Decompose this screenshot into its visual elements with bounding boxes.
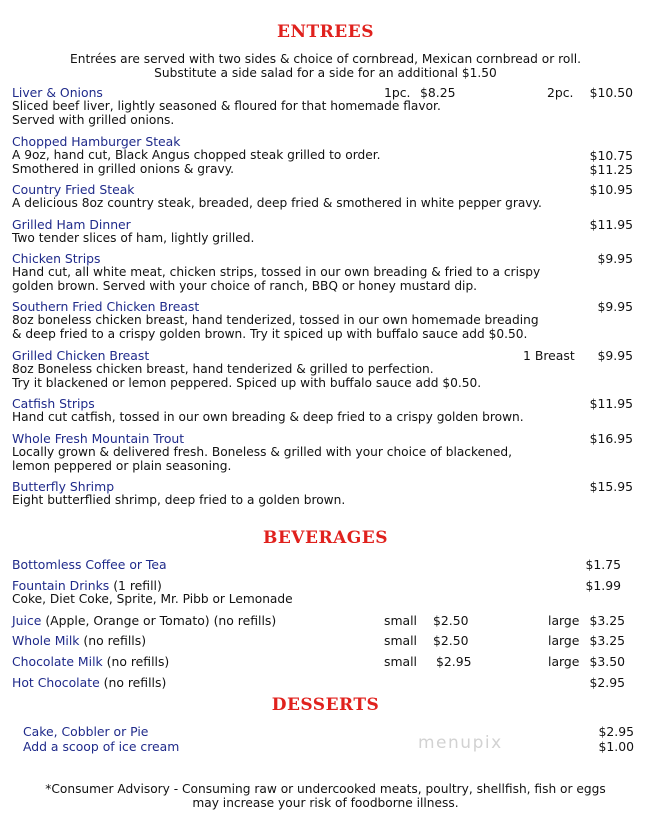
entree-price-grilled-chicken-breast: $9.95	[597, 348, 633, 363]
consumer-advisory	[0, 782, 651, 810]
beverage-hot-chocolate-note: (no refills)	[103, 675, 167, 690]
desc-line: Smothered in grilled onions & gravy.	[12, 162, 235, 176]
entrees-intro-line-2: Substitute a side salad for a side for an additional $1.50	[154, 66, 497, 80]
entree-liver-1pc-label: 1pc.	[384, 85, 411, 100]
entree-name-chopped-hamburger-steak: Chopped Hamburger Steak	[12, 134, 181, 149]
beverage-chocolate-milk-label: Chocolate Milk	[12, 654, 103, 669]
entrees-intro-line-1: Entrées are served with two sides & choice of cornbread, Mexican cornbread or roll.	[70, 52, 581, 66]
desc-line: & deep fried to a crispy golden brown. Try it spiced up with buffalo sauce add $0.50.	[12, 327, 528, 341]
beverage-juice-label: Juice	[12, 613, 42, 628]
entree-price-butterfly-shrimp: $15.95	[589, 479, 633, 494]
beverage-juice-note: (Apple, Orange or Tomato) (no refills)	[45, 613, 277, 628]
entree-desc-grilled-ham-dinner: Two tender slices of ham, lightly grilled.	[12, 231, 255, 245]
beverage-whole-milk-large-label: large	[548, 633, 580, 648]
entree-grilled-chicken-option: 1 Breast	[523, 348, 575, 363]
entree-desc-liver-onions	[12, 99, 441, 127]
beverage-price-fountain-drinks: $1.99	[585, 578, 621, 593]
desc-line: Served with grilled onions.	[12, 113, 175, 127]
entree-desc-chopped-hamburger-steak	[12, 148, 381, 176]
entree-price-chopped-hamburger-steak: $10.75	[589, 148, 633, 163]
entree-price-southern-fried-chicken-breast: $9.95	[597, 299, 633, 314]
dessert-price-ice-cream: $1.00	[598, 739, 634, 754]
entree-price-country-fried-steak: $10.95	[589, 182, 633, 197]
entree-desc-country-fried-steak: A delicious 8oz country steak, breaded, deep fried & smothered in white pepper gravy.	[12, 196, 542, 210]
entree-name-southern-fried-chicken-breast: Southern Fried Chicken Breast	[12, 299, 200, 314]
desc-line: Try it blackened or lemon peppered. Spiced up with buffalo sauce add $0.50.	[12, 376, 482, 390]
entree-desc-chicken-strips	[12, 265, 540, 293]
entree-name-chicken-strips: Chicken Strips	[12, 251, 101, 266]
beverage-chocolate-milk-large-price: $3.50	[589, 654, 625, 669]
entree-desc-mountain-trout	[12, 445, 512, 473]
beverage-name-chocolate-milk	[12, 654, 169, 669]
desc-line: golden brown. Served with your choice of ranch, BBQ or honey mustard dip.	[12, 279, 478, 293]
dessert-name-ice-cream: Add a scoop of ice cream	[23, 739, 180, 754]
desc-line: Locally grown & delivered fresh. Boneless & grilled with your choice of blackened,	[12, 445, 512, 459]
entree-price-mountain-trout: $16.95	[589, 431, 633, 446]
entree-desc-catfish-strips: Hand cut catfish, tossed in our own breading & deep fried to a crispy golden brown.	[12, 410, 524, 424]
beverage-chocolate-milk-note: (no refills)	[106, 654, 170, 669]
desserts-heading: DESSERTS	[271, 695, 380, 715]
entree-price-catfish-strips: $11.95	[589, 396, 633, 411]
desc-line: 8oz Boneless chicken breast, hand tenderized & grilled to perfection.	[12, 362, 434, 376]
entree-liver-1pc-price: $8.25	[420, 85, 456, 100]
beverage-hot-chocolate-label: Hot Chocolate	[12, 675, 100, 690]
beverage-name-juice	[12, 613, 276, 628]
beverage-whole-milk-note: (no refills)	[83, 633, 147, 648]
entrees-intro	[0, 52, 651, 80]
menupix-watermark: menupix	[418, 733, 503, 753]
entree-desc-grilled-chicken-breast	[12, 362, 481, 390]
beverage-fountain-label: Fountain Drinks	[12, 578, 110, 593]
entree-name-liver-onions: Liver & Onions	[12, 85, 103, 100]
beverage-desc-fountain-drinks: Coke, Diet Coke, Sprite, Mr. Pibb or Lemonade	[12, 592, 293, 606]
beverage-price-hot-chocolate: $2.95	[589, 675, 625, 690]
desc-line: lemon peppered or plain seasoning.	[12, 459, 232, 473]
entree-name-grilled-ham-dinner: Grilled Ham Dinner	[12, 217, 131, 232]
beverages-heading: BEVERAGES	[262, 528, 389, 548]
entree-name-catfish-strips: Catfish Strips	[12, 396, 95, 411]
entree-desc-butterfly-shrimp: Eight butterflied shrimp, deep fried to a golden brown.	[12, 493, 346, 507]
beverage-fountain-note: (1 refill)	[113, 578, 162, 593]
desc-line: Sliced beef liver, lightly seasoned & floured for that homemade flavor.	[12, 99, 441, 113]
beverage-juice-large-price: $3.25	[589, 613, 625, 628]
beverage-whole-milk-small-price: $2.50	[433, 633, 469, 648]
desc-line: 8oz boneless chicken breast, hand tenderized, tossed in our own homemade breading	[12, 313, 539, 327]
beverage-whole-milk-large-price: $3.25	[589, 633, 625, 648]
beverage-whole-milk-label: Whole Milk	[12, 633, 80, 648]
desc-line: A 9oz, hand cut, Black Angus chopped steak grilled to order.	[12, 148, 381, 162]
entree-name-mountain-trout: Whole Fresh Mountain Trout	[12, 431, 185, 446]
beverage-name-hot-chocolate	[12, 675, 166, 690]
beverage-chocolate-milk-small-price: $2.95	[436, 654, 472, 669]
entree-liver-2pc-label: 2pc.	[547, 85, 574, 100]
dessert-price-cake-cobbler-pie: $2.95	[598, 724, 634, 739]
entree-name-butterfly-shrimp: Butterfly Shrimp	[12, 479, 115, 494]
entree-price2-chopped-hamburger-steak: $11.25	[589, 162, 633, 177]
beverage-price-coffee-tea: $1.75	[585, 557, 621, 572]
beverage-chocolate-milk-large-label: large	[548, 654, 580, 669]
advisory-line-1: *Consumer Advisory - Consuming raw or undercooked meats, poultry, shellfish, fish or eggs	[45, 782, 606, 796]
beverage-juice-small-price: $2.50	[433, 613, 469, 628]
beverage-whole-milk-small-label: small	[384, 633, 418, 648]
entree-name-country-fried-steak: Country Fried Steak	[12, 182, 135, 197]
beverage-juice-large-label: large	[548, 613, 580, 628]
beverage-name-whole-milk	[12, 633, 146, 648]
entree-name-grilled-chicken-breast: Grilled Chicken Breast	[12, 348, 150, 363]
entree-price-chicken-strips: $9.95	[597, 251, 633, 266]
beverage-juice-small-label: small	[384, 613, 418, 628]
entrees-heading: ENTREES	[277, 22, 374, 42]
beverage-name-fountain-drinks	[12, 578, 162, 593]
beverage-name-coffee-tea: Bottomless Coffee or Tea	[12, 557, 167, 572]
advisory-line-2: may increase your risk of foodborne illness.	[192, 796, 459, 810]
beverage-chocolate-milk-small-label: small	[384, 654, 418, 669]
desc-line: Hand cut, all white meat, chicken strips, tossed in our own breading & fried to a crispy	[12, 265, 541, 279]
dessert-name-cake-cobbler-pie: Cake, Cobbler or Pie	[23, 724, 149, 739]
entree-liver-2pc-price: $10.50	[589, 85, 633, 100]
entree-desc-southern-fried-chicken-breast	[12, 313, 539, 341]
entree-price-grilled-ham-dinner: $11.95	[589, 217, 633, 232]
